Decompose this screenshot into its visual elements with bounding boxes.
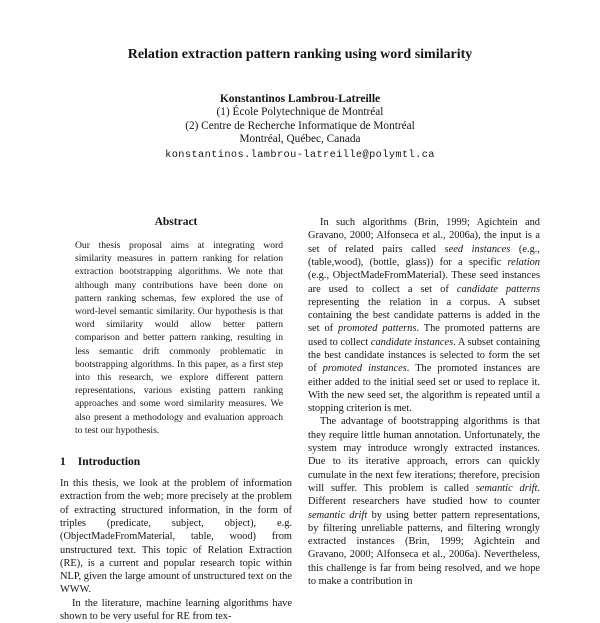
author-block: [60, 93, 540, 162]
right-column: [308, 216, 540, 623]
paper-title: Relation extraction pattern ranking using word similarity: [127, 47, 473, 62]
affiliation-line-3: Montréal, Québec, Canada: [239, 133, 361, 146]
body-paragraph-1: In such algorithms (Brin, 1999; Agichtein and Gravano, 2000; Alfonseca et al., 2006a), the input is a set of related pairs called seed instances (e.g., (table,wood), (bottle, glass)) for a specific relation (e.g., ObjectMadeFromMaterial). These seed instances are used to collect a set of candidate patterns representing the relation in a corpus. A subset containing the best candidate patterns is added in the set of promoted patterns. The promoted patterns are used to collect candidate instances. A subset containing the best candidate instances is selected to form the set of promoted instances. The promoted instances are either added to the initial seed set or used to replace it. With the new seed set, the algorithm is repeated until a stopping criterion is met.: [308, 217, 540, 415]
author-name: Konstantinos Lambrou-Latreille: [219, 93, 381, 105]
intro-paragraph-1: In this thesis, we look at the problem of information extraction from the web; more precisely at the problem of extracting structured information, in the form of triples (predicate, subject, object), e.g. (ObjectMadeFromMaterial, table, wood) from unstructured text. This topic of Relation Extraction (RE), is a current and popular research topic within NLP, given the large amount of unstructured text on the WWW.: [60, 478, 292, 596]
affiliation-line-2: (2) Centre de Recherche Informatique de Montréal: [185, 119, 415, 132]
abstract-text: Our thesis proposal aims at integrating word similarity measures in pattern ranking for relation extraction bootstrapping algorithms. We note that although many contributions have been done on pattern ranking schemas, few explored the use of word-level semantic similarity. Our hypothesis is that word similarity would allow better pattern comparison and better pattern ranking, resulting in less semantic drift commonly problematic in bootstrapping algorithms. In this paper, as a first step into this research, we explore different pattern representations, various existing pattern ranking approaches and some word similarity measures. We also present a methodology and evaluation approach to test our hypothesis.: [75, 240, 283, 436]
section-heading-introduction: [60, 456, 292, 468]
abstract-heading: Abstract: [154, 216, 198, 229]
intro-paragraph-2: In the literature, machine learning algorithms have shown to be very useful for RE from tex-: [60, 597, 292, 623]
author-email: konstantinos.lambrou-latreille@polymtl.ca: [165, 148, 435, 161]
body-paragraph-2: The advantage of bootstrapping algorithms is that they require little human annotation. Unfortunately, the system may introduce wrongly extracted instances. Due to its iterative approach, errors can quickly cumulate in the next few iterations; therefore, precision will suffer. This problem is called semantic drift. Different researchers have studied how to counter semantic drift by using better pattern representations, by filtering unreliable patterns, and filtering wrongly extracted instances (Brin, 1999; Agichtein and Gravano, 2000; Alfonseca et al., 2006a). Nevertheless, this challenge is far from being resolved, and we hope to make a contribution in: [308, 416, 541, 588]
two-column-body: [60, 216, 540, 623]
section-number: 1: [60, 456, 66, 469]
affiliation-line-1: (1) École Polytechnique de Montréal: [216, 106, 384, 119]
left-column: [60, 216, 292, 623]
section-title: Introduction: [77, 456, 141, 469]
